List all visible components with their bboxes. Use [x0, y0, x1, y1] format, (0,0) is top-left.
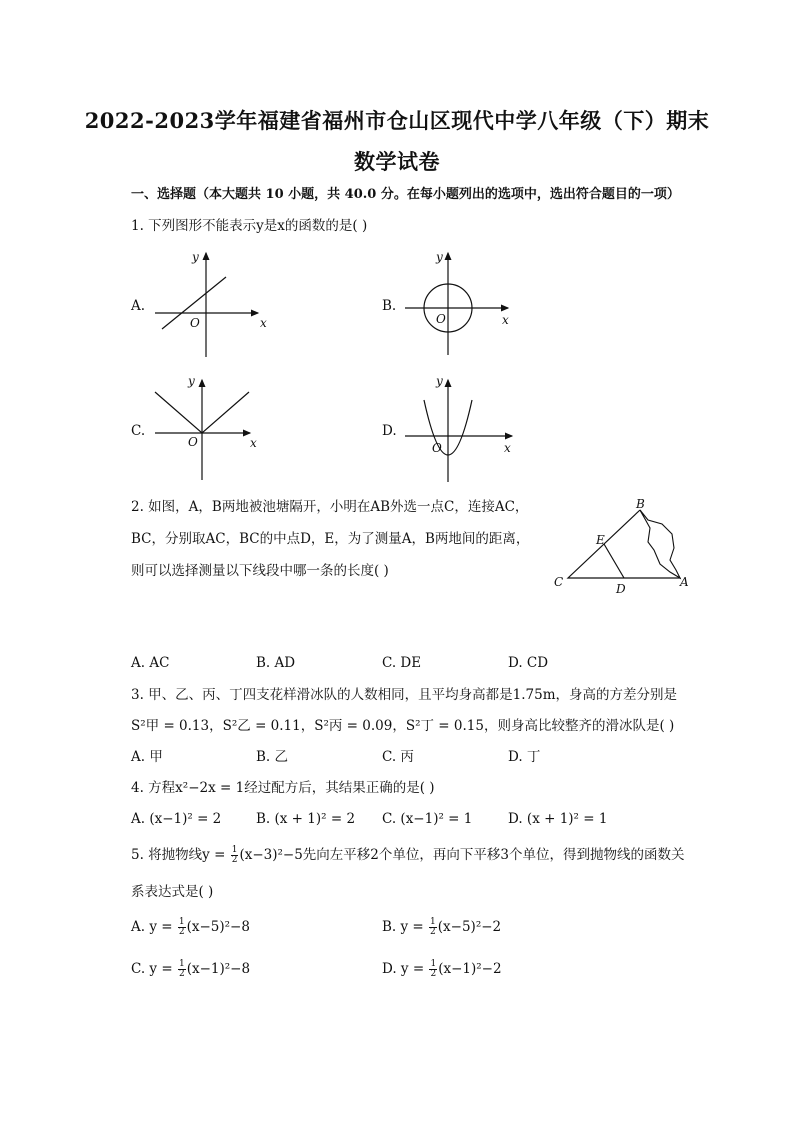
- fraction: [178, 960, 186, 979]
- q5-line1-post: (x−3)²−5先向左平移2个单位，再向下平移3个单位，得到抛物线的函数关: [239, 847, 685, 863]
- y-axis-label: y: [188, 374, 195, 388]
- frac-num: 1: [178, 959, 185, 969]
- q1-label-a: A.: [131, 298, 146, 314]
- q1-graph-c: [150, 370, 280, 485]
- opt-pre: D. y =: [382, 961, 429, 977]
- fraction: [429, 918, 437, 937]
- pond: [640, 510, 680, 578]
- x-axis-label: x: [260, 316, 267, 330]
- q4-option-d: D. (x + 1)² = 1: [508, 811, 608, 827]
- x-axis-label: x: [502, 313, 509, 327]
- label-a: A: [680, 575, 689, 589]
- frac-num: 1: [430, 959, 437, 969]
- opt-post: (x−1)²−2: [438, 961, 502, 977]
- frac-den: 2: [178, 969, 185, 979]
- q3-line1: 3. 甲、乙、丙、丁四支花样滑冰队的人数相同，且平均身高都是1.75m，身高的方差分别是: [131, 687, 678, 703]
- origin-label: O: [190, 316, 200, 330]
- frac-den: 2: [430, 927, 436, 937]
- label-c: C: [554, 575, 564, 589]
- origin-label: O: [432, 441, 442, 455]
- q5-option-c: [131, 960, 250, 979]
- q1-graph-d: [400, 370, 530, 485]
- x-axis-label: x: [504, 441, 511, 455]
- q3-option-c: C. 丙: [382, 749, 414, 765]
- q2-option-a: A. AC: [131, 655, 170, 671]
- q2-line2: BC，分别取AC，BC的中点D，E，为了测量A，B两地间的距离，: [131, 531, 530, 547]
- label-e: E: [596, 533, 605, 547]
- opt-post: (x−5)²−2: [437, 919, 502, 935]
- y-axis-label: y: [436, 374, 443, 388]
- exam-title-line2: 数学试卷: [354, 149, 440, 174]
- q1-graph-a: [150, 245, 280, 360]
- q3-option-b: B. 乙: [256, 749, 289, 765]
- opt-pre: B. y =: [382, 919, 429, 935]
- q5-line1: [131, 846, 684, 865]
- midline-ed: [604, 544, 624, 578]
- q1-label-b: B.: [382, 298, 397, 314]
- fraction: [429, 960, 437, 979]
- q4-option-b: B. (x + 1)² = 2: [256, 811, 356, 827]
- q2-option-b: B. AD: [256, 655, 296, 671]
- q5-option-d: [382, 960, 502, 979]
- fraction: [178, 918, 186, 937]
- q5-line2: 系表达式是( ): [131, 884, 214, 900]
- opt-pre: A. y =: [131, 919, 177, 935]
- y-axis-label: y: [192, 250, 199, 264]
- label-d: D: [616, 582, 626, 596]
- q1-stem: 1. 下列图形不能表示y是x的函数的是( ): [131, 218, 368, 234]
- q3-line2: S²甲 = 0.13，S²乙 = 0.11，S²丙 = 0.09，S²丁 = 0.15，则身高比较整齐的滑冰队是( ): [131, 718, 675, 734]
- q4-option-a: A. (x−1)² = 2: [131, 811, 222, 827]
- q1-label-d: D.: [382, 423, 397, 439]
- frac-num: 1: [178, 917, 185, 927]
- q4-option-c: C. (x−1)² = 1: [382, 811, 473, 827]
- frac-den: 2: [430, 969, 437, 979]
- opt-pre: C. y =: [131, 961, 177, 977]
- frac-den: 2: [178, 927, 185, 937]
- q4-stem: 4. 方程x²−2x = 1经过配方后，其结果正确的是( ): [131, 780, 435, 796]
- origin-label: O: [436, 312, 446, 326]
- exam-title-line1: 2022-2023学年福建省福州市仓山区现代中学八年级（下）期末: [84, 108, 710, 133]
- q2-option-d: D. CD: [508, 655, 549, 671]
- fraction: [231, 846, 239, 865]
- x-axis-label: x: [250, 436, 257, 450]
- frac-num: 1: [231, 845, 238, 855]
- q3-option-d: D. 丁: [508, 749, 541, 765]
- q5-option-b: [382, 918, 501, 937]
- q2-option-c: C. DE: [382, 655, 422, 671]
- q2-line1: 2. 如图，A，B两地被池塘隔开，小明在AB外选一点C，连接AC，: [131, 499, 529, 515]
- q1-graph-b: [400, 245, 530, 360]
- y-axis-label: y: [436, 250, 443, 264]
- q5-option-a: [131, 918, 250, 937]
- frac-num: 1: [430, 917, 436, 927]
- label-b: B: [636, 497, 645, 511]
- opt-post: (x−5)²−8: [186, 919, 250, 935]
- q2-line3: 则可以选择测量以下线段中哪一条的长度( ): [131, 563, 389, 579]
- origin-label: O: [188, 435, 198, 449]
- q2-figure: [552, 498, 702, 598]
- q5-line1-pre: 5. 将抛物线y =: [131, 847, 230, 863]
- frac-den: 2: [231, 855, 238, 865]
- section-heading: 一、选择题（本大题共 10 小题，共 40.0 分。在每小题列出的选项中，选出符合题目的一项）: [131, 187, 680, 202]
- q3-option-a: A. 甲: [131, 749, 163, 765]
- q1-label-c: C.: [131, 423, 146, 439]
- opt-post: (x−1)²−8: [186, 961, 251, 977]
